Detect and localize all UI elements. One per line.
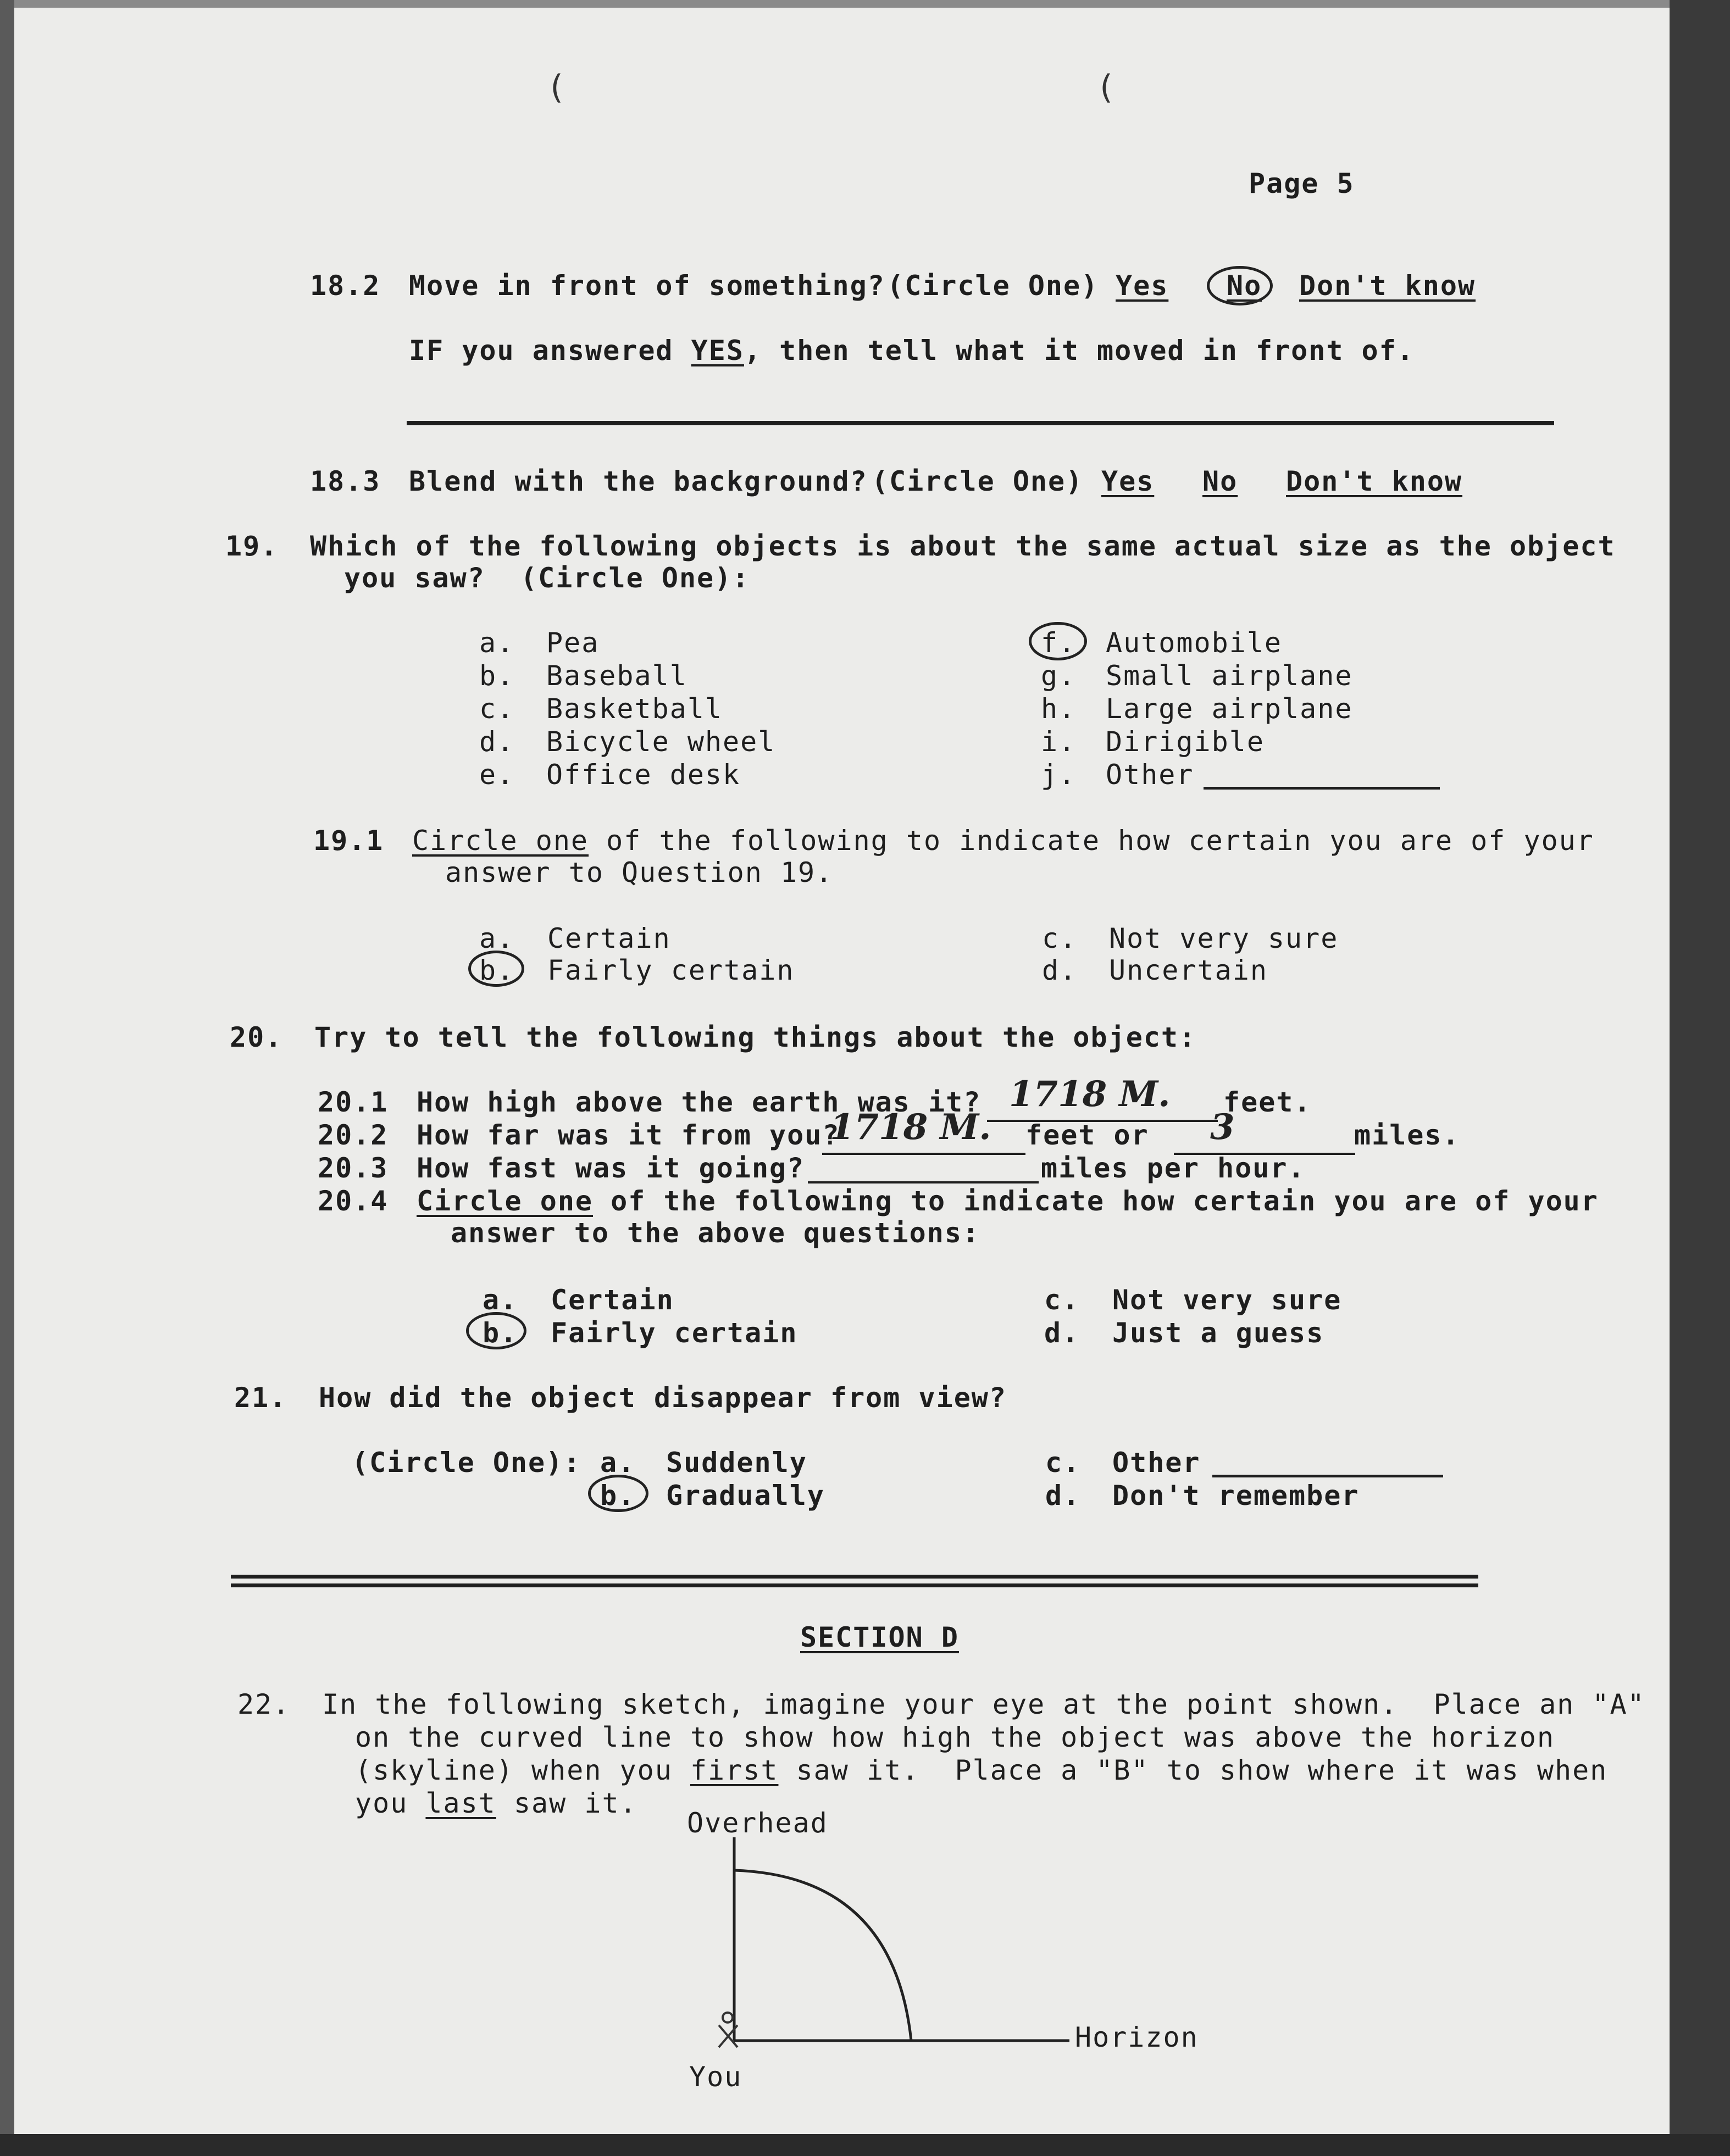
q18-3-circle-one: (Circle One) (872, 465, 1084, 497)
q19-1-option-fairly-certain[interactable]: Fairly certain (547, 954, 795, 986)
q21-number: 21. (234, 1382, 287, 1414)
q20-4-circled-mark (466, 1312, 526, 1349)
q18-3-number: 18.3 (310, 465, 381, 497)
q19-option-large-airplane[interactable]: Large airplane (1106, 693, 1353, 725)
q19-option-letter: a. (479, 627, 515, 659)
sketch-overhead-label: Overhead (687, 1807, 828, 1839)
q19-1-option-letter: b. (479, 954, 515, 986)
section-divider-top (231, 1575, 1478, 1579)
q18-2-circle-one: (Circle One) (887, 270, 1099, 302)
q21-other-answer-line[interactable] (1212, 1475, 1443, 1477)
q19-option-letter: g. (1041, 660, 1077, 692)
q19-number: 19. (225, 530, 279, 562)
q19-option-pea[interactable]: Pea (546, 627, 600, 659)
q22-line2: on the curved line to show how high the object was above the horizon (355, 1721, 1555, 1753)
q21-option-dont-remember[interactable]: Don't remember (1112, 1480, 1360, 1512)
q21-option-suddenly[interactable]: Suddenly (666, 1447, 807, 1479)
binder-hole-mark-right: ( (1096, 68, 1116, 107)
q20-2-answer-line (822, 1153, 1025, 1155)
q20-4-option-not-very-sure[interactable]: Not very sure (1112, 1284, 1342, 1316)
q18-2-option-yes[interactable]: Yes (1116, 270, 1169, 302)
section-heading: SECTION D (800, 1621, 959, 1653)
q20-2-handwritten-answer[interactable]: 1718 M. (830, 1107, 991, 1148)
eye-figure-head-icon (723, 2013, 733, 2022)
q19-1-option-uncertain[interactable]: Uncertain (1109, 954, 1268, 986)
q18-2-circled-mark (1207, 266, 1273, 305)
q19-text-line2: you saw? (Circle One): (344, 562, 750, 594)
q20-1-unit: feet. (1223, 1086, 1312, 1118)
q21-text: How did the object disappear from view? (319, 1382, 1007, 1414)
q18-3-option-yes[interactable]: Yes (1101, 465, 1155, 497)
q20-text: Try to tell the following things about the object: (314, 1021, 1197, 1053)
scan-edge-bottom (0, 2134, 1730, 2156)
q18-2-number: 18.2 (310, 270, 381, 302)
q19-option-dirigible[interactable]: Dirigible (1106, 726, 1265, 758)
scan-edge-left (0, 0, 14, 2156)
q20-4-option-letter: c. (1044, 1284, 1080, 1316)
q22-line1: In the following sketch, imagine your eye at the point shown. Place an "A" (322, 1688, 1645, 1720)
q20-2-number: 20.2 (318, 1119, 389, 1151)
q21-circled-mark (588, 1475, 648, 1512)
q20-3-text: How fast was it going? (417, 1152, 805, 1184)
q21-option-letter: c. (1045, 1447, 1081, 1479)
q20-3-answer-line[interactable] (808, 1181, 1039, 1183)
q19-option-letter: d. (479, 726, 515, 758)
sketch-you-label: You (689, 2061, 742, 2093)
q19-option-letter: b. (479, 660, 515, 692)
q21-option-gradually[interactable]: Gradually (666, 1480, 825, 1512)
q19-option-letter: i. (1041, 726, 1077, 758)
scan-edge-right (1670, 0, 1730, 2156)
elevation-arc (734, 1870, 911, 2041)
q20-2-text: How far was it from you? (417, 1119, 840, 1151)
q18-2-option-dont-know[interactable]: Don't know (1299, 270, 1476, 302)
q19-1-option-letter: a. (479, 923, 515, 954)
q20-4-text-line2: answer to the above questions: (451, 1217, 980, 1249)
q19-option-other[interactable]: Other (1106, 759, 1194, 791)
q19-option-letter: e. (479, 759, 515, 791)
q19-option-letter: h. (1041, 693, 1077, 725)
q21-circle-one: (Circle One): (352, 1447, 581, 1479)
q20-3-unit: miles per hour. (1041, 1152, 1306, 1184)
q20-number: 20. (230, 1021, 283, 1053)
q19-option-automobile[interactable]: Automobile (1106, 627, 1283, 659)
q20-2-unit2: miles. (1354, 1119, 1460, 1151)
q19-option-letter: j. (1041, 759, 1077, 791)
q19-1-option-certain[interactable]: Certain (547, 923, 671, 954)
q20-1-text: How high above the earth was it? (417, 1086, 982, 1118)
q19-option-letter: c. (479, 693, 515, 725)
q19-text-line1: Which of the following objects is about the same actual size as the object (310, 530, 1616, 562)
q19-circled-mark (1029, 622, 1087, 660)
q18-2-option-no[interactable]: No (1227, 270, 1262, 302)
q20-4-option-letter: b. (483, 1317, 518, 1349)
q20-4-number: 20.4 (318, 1185, 389, 1217)
q22-line3: (skyline) when you first saw it. Place a "B" to show where it was when (355, 1754, 1608, 1786)
q19-1-option-letter: d. (1042, 954, 1078, 986)
elevation-sketch[interactable] (696, 1832, 1091, 2063)
q19-1-number: 19.1 (313, 825, 384, 857)
q20-4-option-fairly-certain[interactable]: Fairly certain (551, 1317, 798, 1349)
q19-1-option-not-very-sure[interactable]: Not very sure (1109, 923, 1339, 954)
q19-option-small-airplane[interactable]: Small airplane (1106, 660, 1353, 692)
q19-option-baseball[interactable]: Baseball (546, 660, 687, 692)
q20-2-handwritten-answer2[interactable]: 3 (1210, 1107, 1235, 1148)
binder-hole-mark-left: ( (546, 68, 567, 107)
q22-line4: you last saw it. (355, 1787, 637, 1819)
q18-2-followup: IF you answered YES, then tell what it moved in front of. (409, 335, 1415, 366)
q20-1-number: 20.1 (318, 1086, 389, 1118)
scan-edge-top (0, 0, 1730, 8)
q20-2-unit: feet or (1025, 1119, 1149, 1151)
q20-3-number: 20.3 (318, 1152, 389, 1184)
q19-other-answer-line[interactable] (1204, 787, 1440, 790)
q19-1-option-letter: c. (1042, 923, 1078, 954)
q21-option-letter: b. (600, 1480, 636, 1512)
form-page (14, 8, 1670, 2134)
section-divider-bottom (231, 1583, 1478, 1587)
q20-4-option-certain[interactable]: Certain (551, 1284, 674, 1316)
q21-option-letter: d. (1045, 1480, 1081, 1512)
page-number: Page 5 (1249, 168, 1355, 199)
q20-1-handwritten-answer[interactable]: 1718 M. (1009, 1074, 1171, 1115)
q19-option-letter: f. (1041, 627, 1077, 659)
q21-option-letter: a. (600, 1447, 636, 1479)
q18-2-answer-line[interactable] (407, 421, 1554, 425)
q20-4-option-letter: d. (1044, 1317, 1080, 1349)
q21-option-other[interactable]: Other (1112, 1447, 1201, 1479)
q20-4-option-letter: a. (483, 1284, 518, 1316)
q20-4-option-just-a-guess[interactable]: Just a guess (1112, 1317, 1324, 1349)
q20-4-text: Circle one of the following to indicate how certain you are of your (417, 1185, 1599, 1217)
q19-option-bicycle-wheel[interactable]: Bicycle wheel (546, 726, 776, 758)
q18-3-option-dont-know[interactable]: Don't know (1286, 465, 1463, 497)
q19-1-text-line2: answer to Question 19. (445, 857, 834, 888)
q18-2-question: Move in front of something? (409, 270, 885, 302)
q19-1-circled-mark (468, 951, 524, 987)
q19-option-office-desk[interactable]: Office desk (546, 759, 741, 791)
q19-1-text: Circle one of the following to indicate how certain you are of your (412, 825, 1594, 857)
q22-number: 22. (237, 1688, 291, 1720)
q18-3-option-no[interactable]: No (1202, 465, 1238, 497)
q19-option-basketball[interactable]: Basketball (546, 693, 723, 725)
q18-3-question: Blend with the background? (409, 465, 868, 497)
sketch-horizon-label: Horizon (1075, 2021, 1199, 2053)
